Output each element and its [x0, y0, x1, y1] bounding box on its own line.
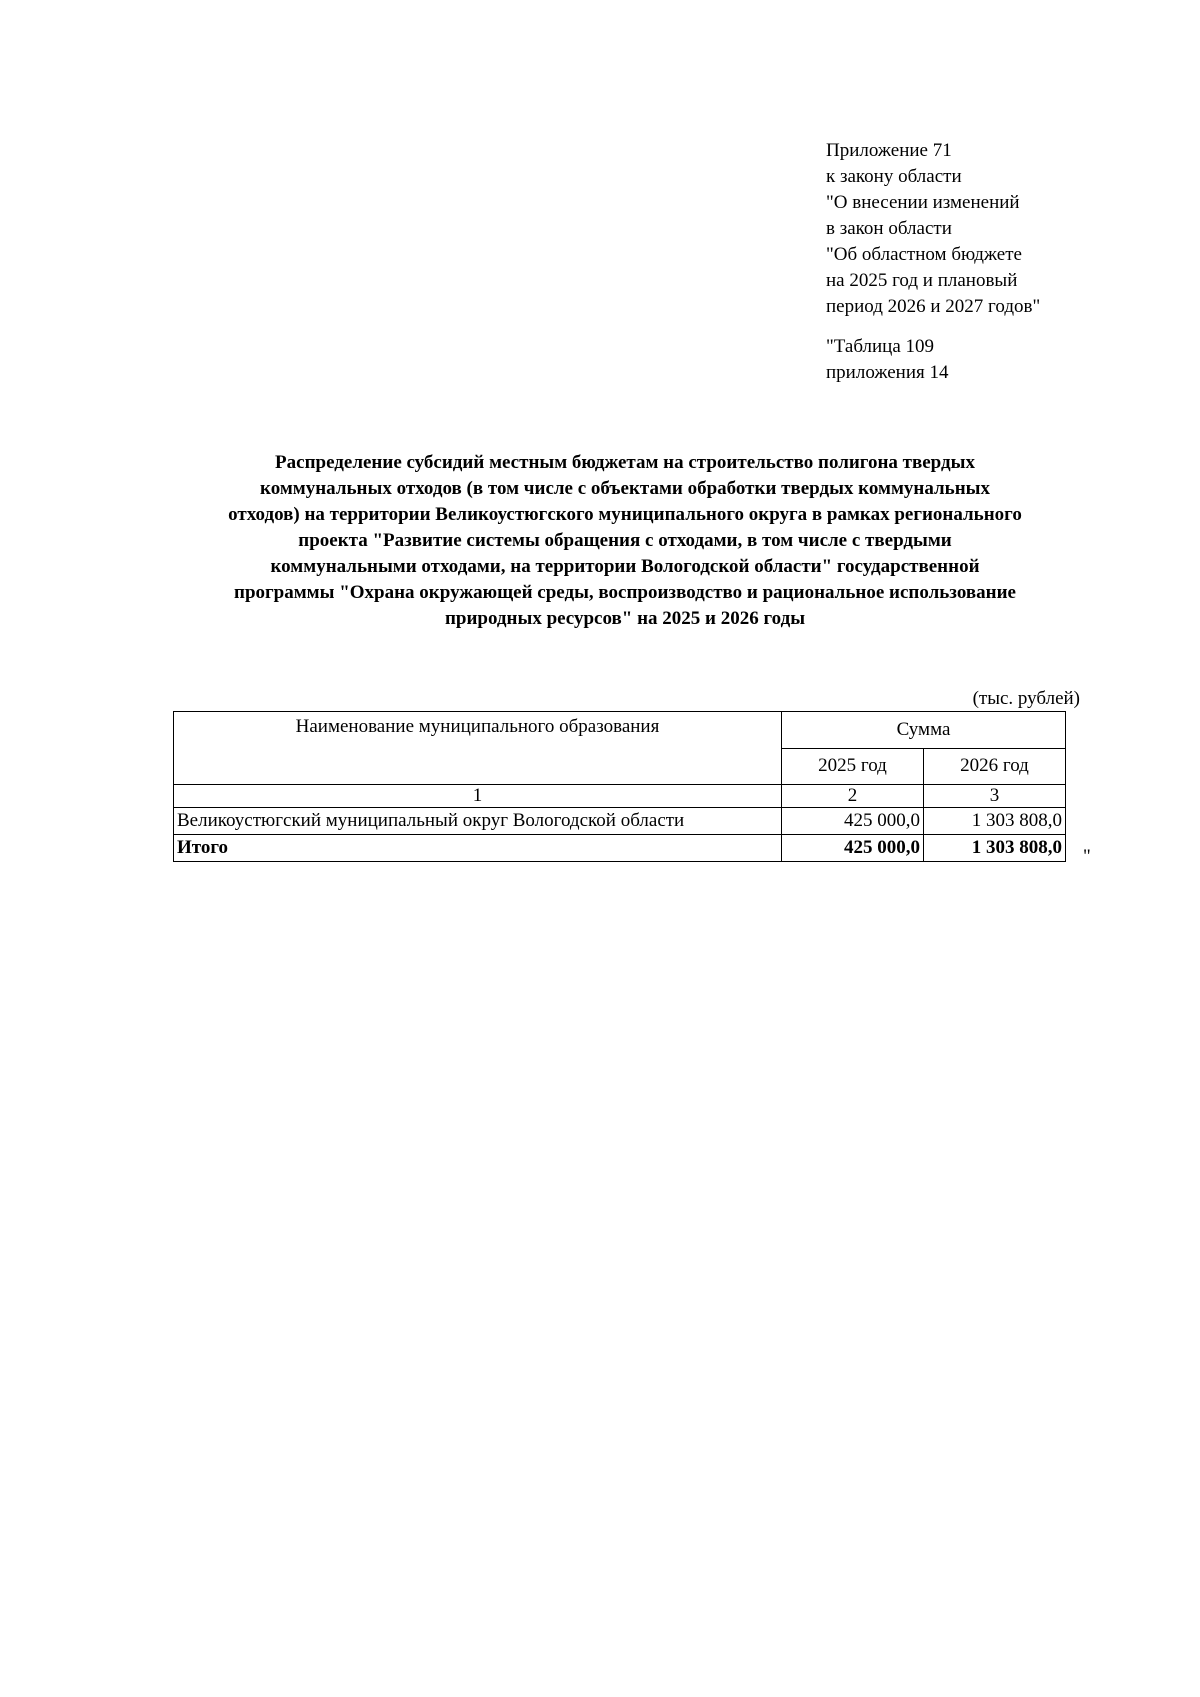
appendix-line: "Об областном бюджете [826, 244, 1022, 265]
header-sum-cell: Сумма [782, 712, 1066, 749]
table-row [174, 808, 1066, 835]
table-reference-line: "Таблица 109 [826, 336, 935, 357]
header-year-2026: 2026 год [924, 748, 1066, 785]
column-number-row [174, 785, 1066, 808]
appendix-line: период 2026 и 2027 годов" [826, 296, 1041, 317]
distribution-table [173, 711, 1066, 862]
appendix-line: в закон области [826, 218, 952, 239]
closing-quote: " [1083, 846, 1091, 867]
title-line: природных ресурсов" на 2025 и 2026 годы [444, 608, 806, 629]
unit-label: (тыс. рублей) [972, 688, 1080, 709]
appendix-line: к закону области [826, 166, 962, 187]
table-reference [826, 334, 948, 386]
column-number: 1 [174, 785, 782, 808]
total-2025: 425 000,0 [782, 835, 924, 862]
title-line: коммунальными отходами, на территории Вологодской области" государственной [270, 556, 980, 577]
appendix-line: Приложение 71 [826, 140, 952, 161]
total-2026: 1 303 808,0 [924, 835, 1066, 862]
table-header-row [174, 712, 1066, 749]
appendix-line: на 2025 год и плановый [826, 270, 1018, 291]
document-title [150, 450, 1100, 632]
title-line: коммунальных отходов (в том числе с объектами обработки твердых коммунальных [260, 478, 990, 499]
title-line: отходов) на территории Великоустюгского муниципального округа в рамках регионального [228, 504, 1022, 525]
title-line: программы "Охрана окружающей среды, воспроизводство и рациональное использование [234, 582, 1016, 603]
total-row [174, 835, 1066, 862]
title-line: проекта "Развитие системы обращения с отходами, в том числе с твердыми [298, 530, 952, 551]
appendix-header [826, 138, 1040, 320]
amount-2026: 1 303 808,0 [924, 808, 1066, 835]
column-number: 2 [782, 785, 924, 808]
amount-2025: 425 000,0 [782, 808, 924, 835]
column-number: 3 [924, 785, 1066, 808]
header-name-cell: Наименование муниципального образования [174, 712, 782, 785]
table-reference-line: приложения 14 [826, 362, 949, 383]
municipality-name: Великоустюгский муниципальный округ Вологодской области [174, 808, 782, 835]
title-line: Распределение субсидий местным бюджетам на строительство полигона твердых [275, 452, 975, 473]
total-label: Итого [174, 835, 782, 862]
appendix-line: "О внесении изменений [826, 192, 1020, 213]
header-year-2025: 2025 год [782, 748, 924, 785]
